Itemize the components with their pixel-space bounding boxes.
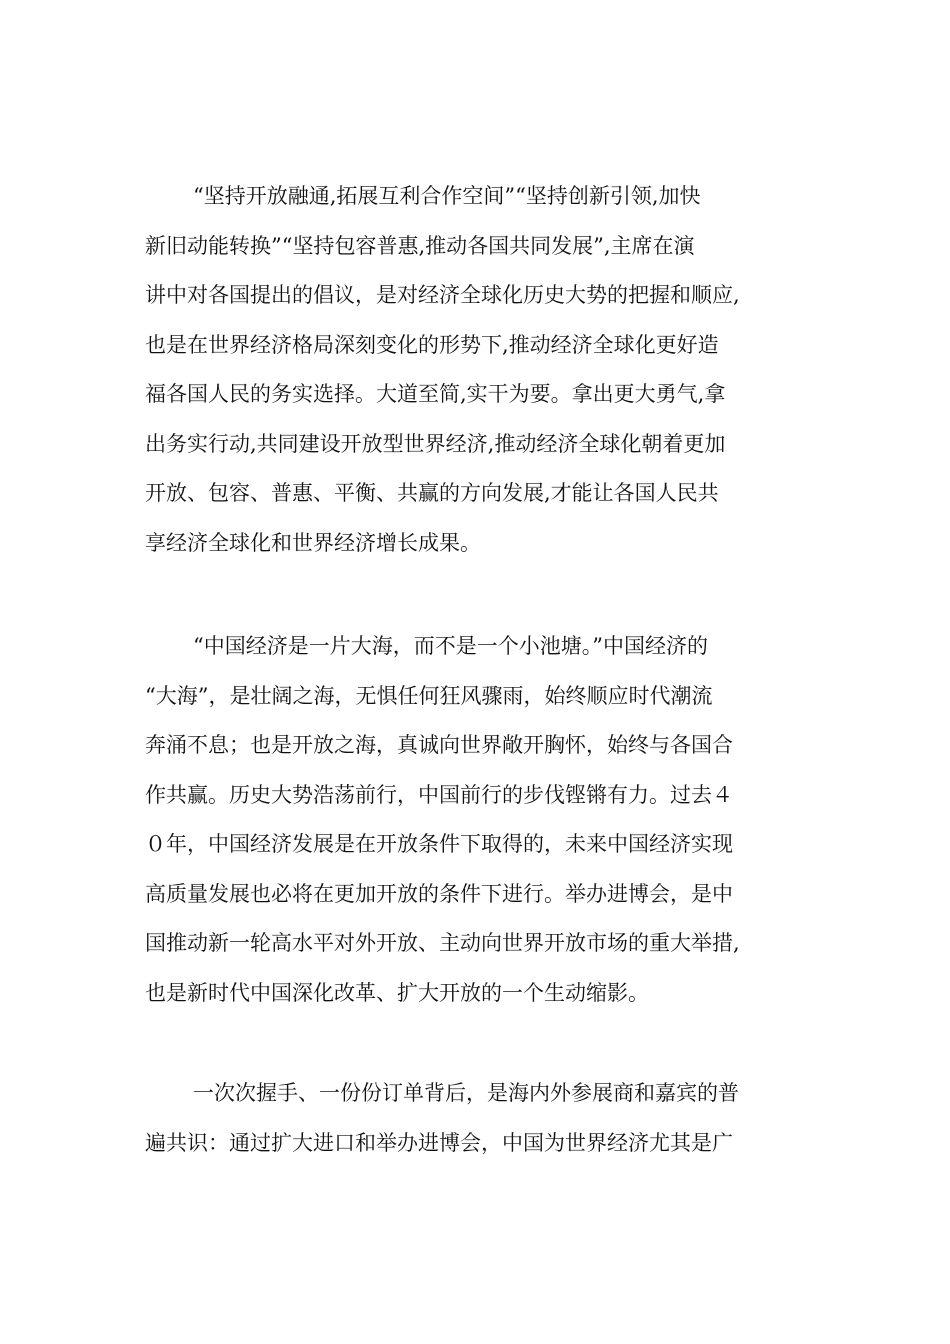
text-line: 享经济全球化和世界经济增长成果。 xyxy=(145,530,481,555)
text-line: 一次次握手、一份份订单背后，是海内外参展商和嘉宾的普 xyxy=(193,1081,739,1105)
paragraph-3 xyxy=(145,1069,815,1168)
text-line: 讲中对各国提出的倡议，是对经济全球化历史大势的把握和顺应, xyxy=(145,283,740,307)
text-line: “大海”，是壮阔之海，无惧任何狂风骤雨，始终顺应时代潮流 xyxy=(145,683,713,708)
text-line: “中国经济是一片大海，而不是一个小池塘。”中国经济的 xyxy=(193,634,708,658)
text-line: 奔涌不息；也是开放之海，真诚向世界敞开胸怀，始终与各国合 xyxy=(145,733,733,757)
text-line: 福各国人民的务实选择。大道至简,实干为要。拿出更大勇气,拿 xyxy=(145,382,726,406)
text-line: 高质量发展也必将在更加开放的条件下进行。举办进博会，是中 xyxy=(145,881,733,906)
text-line: 作共赢。历史大势浩荡前行，中国前行的步伐铿锵有力。过去４ xyxy=(145,782,733,807)
text-line: ０年，中国经济发展是在开放条件下取得的，未来中国经济实现 xyxy=(145,832,733,856)
text-line: 遍共识：通过扩大进口和举办进博会，中国为世界经济尤其是广 xyxy=(145,1130,733,1155)
text-line: 国推动新一轮高水平对外开放、主动向世界开放市场的重大举措, xyxy=(145,931,740,955)
text-line: “坚持开放融通,拓展互利合作空间”“坚持创新引领,加快 xyxy=(193,184,701,208)
paragraph-1 xyxy=(145,172,815,568)
text-line: 开放、包容、普惠、平衡、共赢的方向发展,才能让各国人民共 xyxy=(145,481,719,505)
text-line: 出务实行动,共同建设开放型世界经济,推动经济全球化朝着更加 xyxy=(145,431,726,456)
text-line: 也是新时代中国深化改革、扩大开放的一个生动缩影。 xyxy=(145,980,649,1005)
text-line: 新旧动能转换”“坚持包容普惠,推动各国共同发展”,主席在演 xyxy=(145,233,695,258)
paragraph-2 xyxy=(145,622,815,1018)
text-line: 也是在世界经济格局深刻变化的形势下,推动经济全球化更好造 xyxy=(145,332,719,357)
